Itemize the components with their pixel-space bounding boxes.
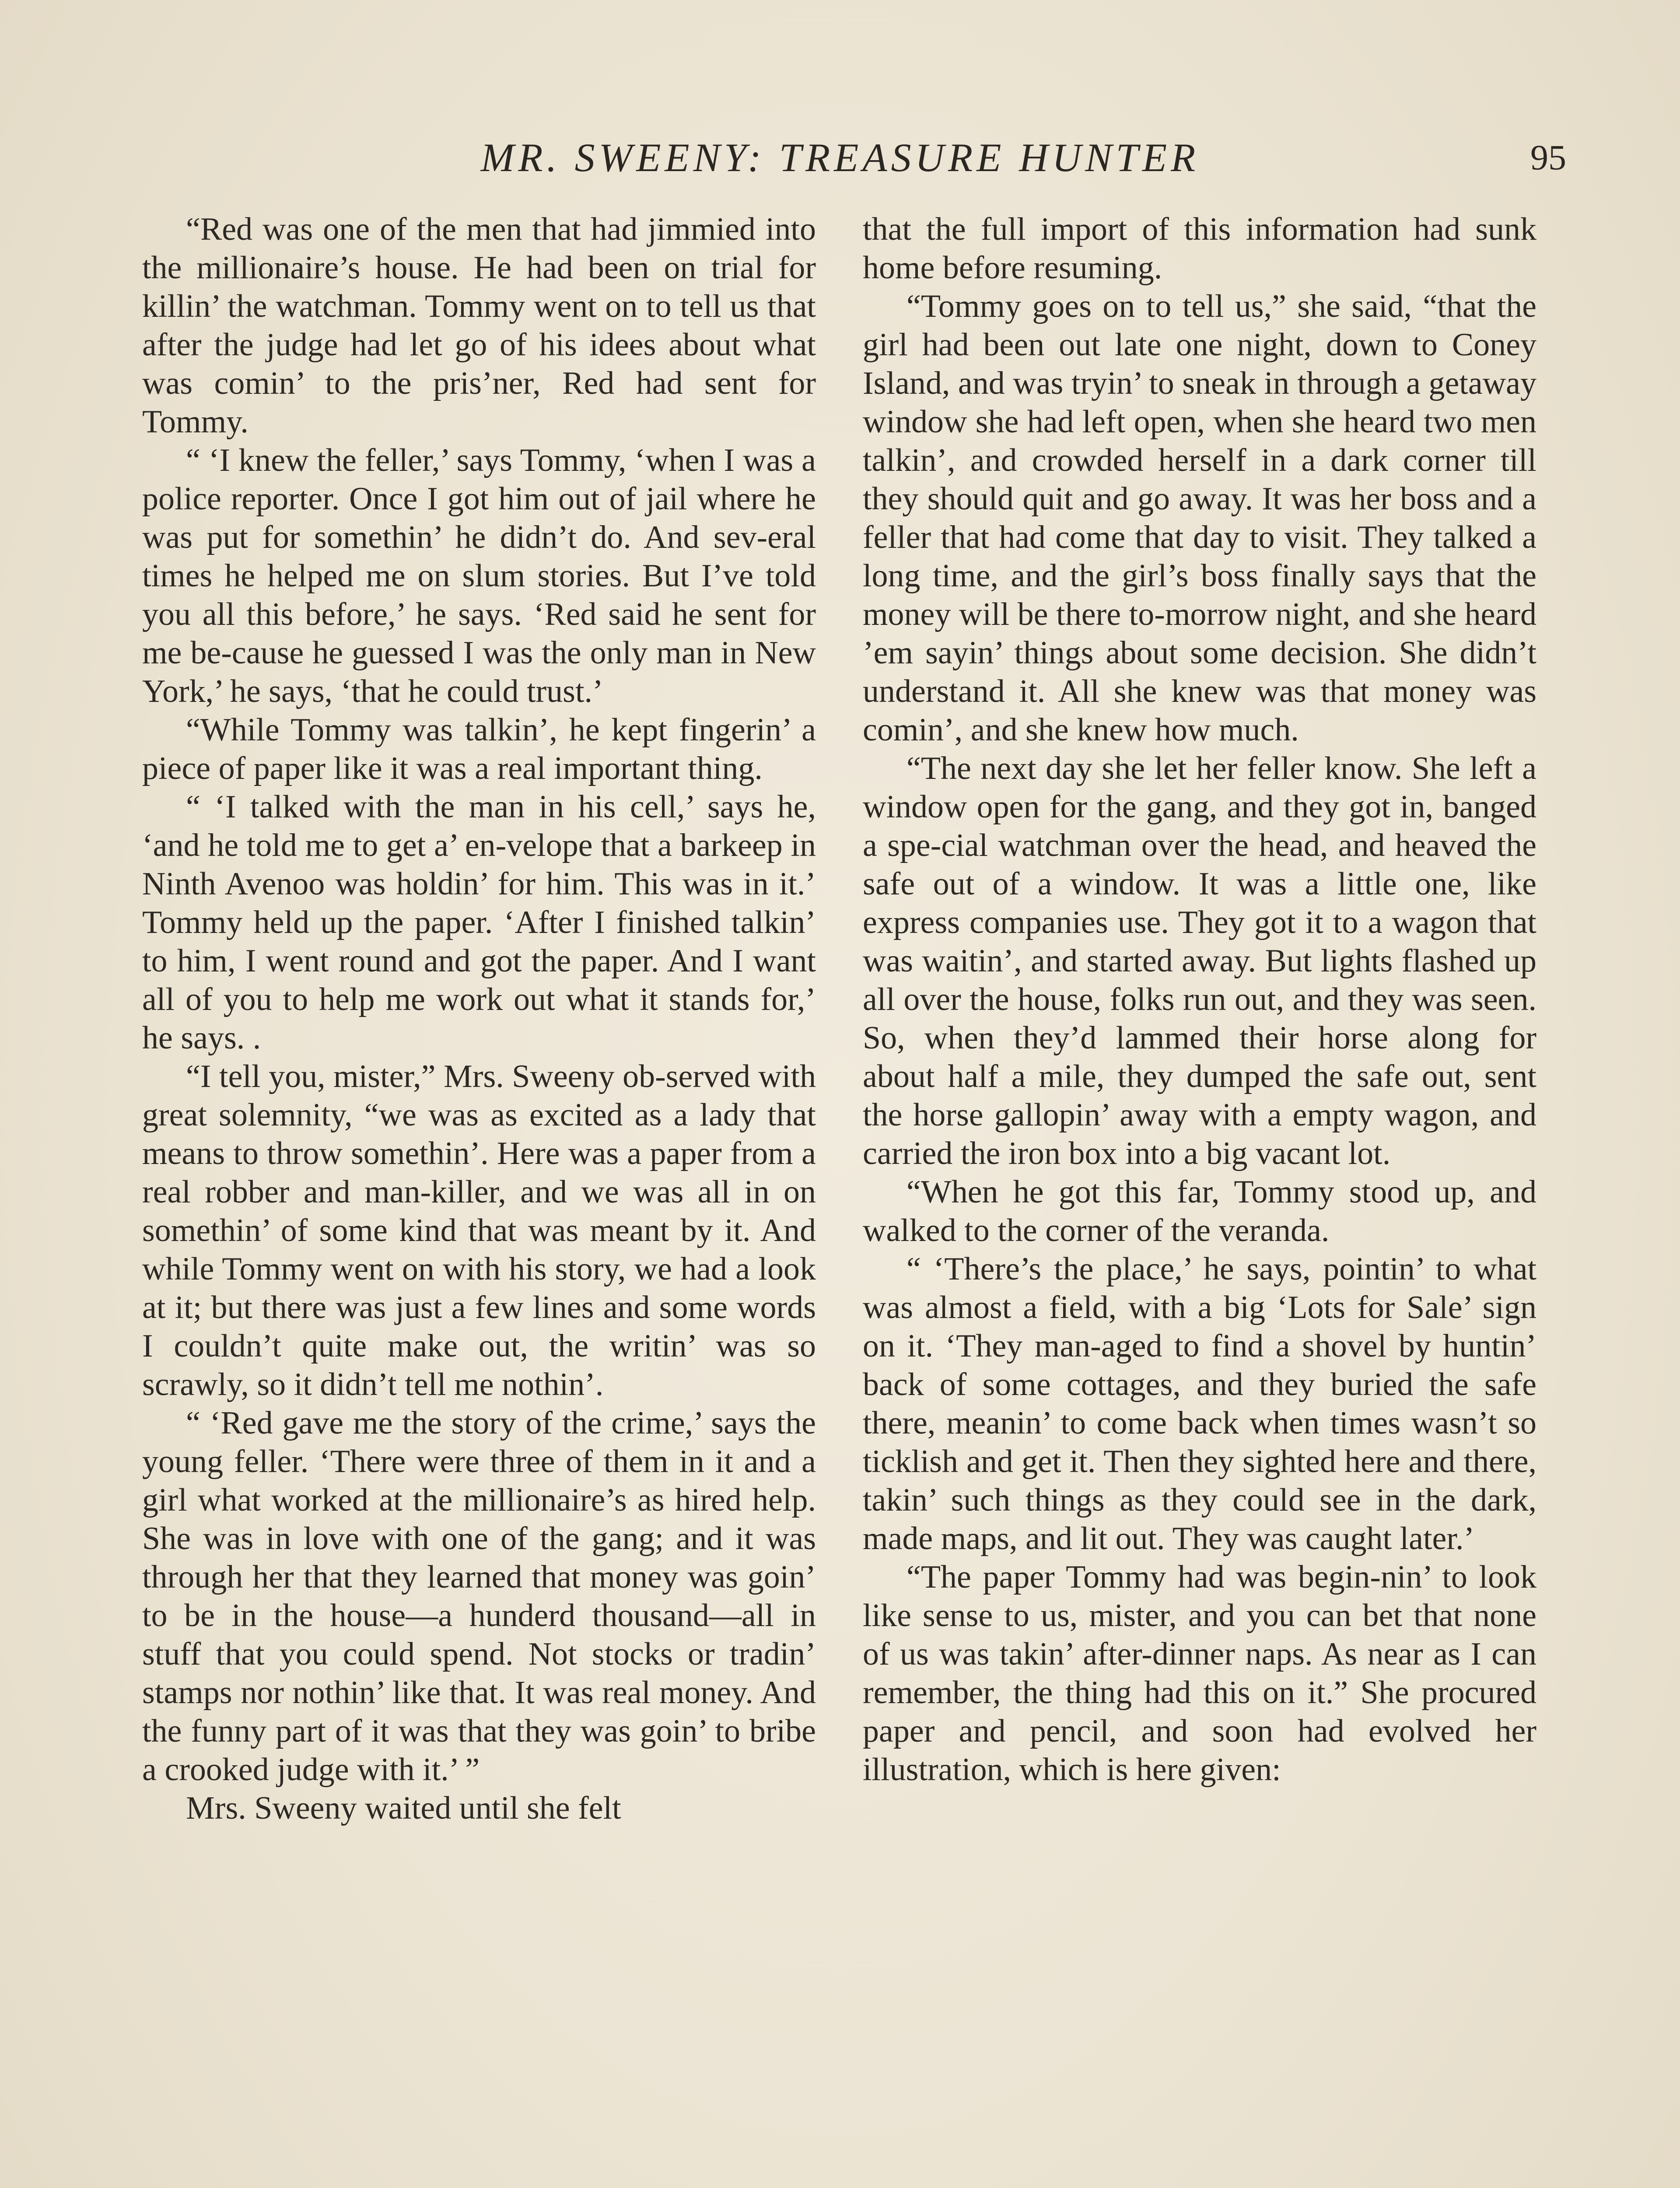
paragraph: “Tommy goes on to tell us,” she said, “that the girl had been out late one night, down to Coney Island, and was tryin’ to sneak in through a getaway window she had left open, when she heard two men talkin’, and crowded herself in a dark corner till they should quit and go away. It was her boss and a feller that had come that day to visit. They talked a long time, and the girl’s boss finally says that the money will be there to-morrow night, and she heard ’em sayin’ things about some decision. She didn’t understand it. All she knew was that money was comin’, and she knew how much. [863, 288, 1536, 748]
paragraph: “While Tommy was talkin’, he kept fingerin’ a piece of paper like it was a real important thing. [142, 712, 816, 786]
paragraph: “The paper Tommy had was begin-nin’ to look like sense to us, mister, and you can bet that none of us was takin’ after-dinner naps. As near as I can remember, the thing had this on it.” She procured paper and pencil, and soon had evolved her illustration, which is here given: [863, 1559, 1536, 1788]
page-number: 95 [1530, 137, 1566, 177]
paragraph: “I tell you, mister,” Mrs. Sweeny ob-served with great solemnity, “we was as excited as a lady that means to throw somethin’. Here was a paper from a real robber and man-killer, and we was all in on somethin’ of some kind that was meant by it. And while Tommy went on with his story, we had a look at it; but there was just a few lines and some words I couldn’t quite make out, the writin’ was so scrawly, so it didn’t tell me nothin’. [142, 1059, 816, 1403]
running-title: MR. SWEENY: TREASURE HUNTER [480, 135, 1200, 180]
paragraph: “When he got this far, Tommy stood up, and walked to the corner of the veranda. [863, 1174, 1536, 1248]
right-column [863, 210, 1536, 2188]
paragraph: “The next day she let her feller know. She left a window open for the gang, and they got in, banged a spe-cial watchman over the head, and heaved the safe out of a window. It was a little one, like express companies use. They got it to a wagon that was waitin’, and started away. But lights flashed up all over the house, folks run out, and they was seen. So, when they’d lammed their horse along for about half a mile, they dumped the safe out, sent the horse gallopin’ away with a empty wagon, and carried the iron box into a big vacant lot. [863, 750, 1536, 1171]
left-column [142, 210, 816, 2188]
paragraph-continued: that the full import of this information had sunk home before resuming. [863, 211, 1536, 286]
paragraph: “ ‘There’s the place,’ he says, pointin’ to what was almost a field, with a big ‘Lots for Sale’ sign on it. ‘They man-aged to find a shovel by huntin’ back of some cottages, and they buried the safe there, meanin’ to come back when times wasn’t so ticklish and get it. Then they sighted here and there, takin’ such things as they could see in the dark, made maps, and lit out. They was caught later.’ [863, 1251, 1536, 1557]
paragraph: “ ‘I talked with the man in his cell,’ says he, ‘and he told me to get a’ en-velope that a barkeep in Ninth Avenoo was holdin’ for him. This was in it.’ Tommy held up the paper. ‘After I finished talkin’ to him, I went round and got the paper. And I want all of you to help me work out what it stands for,’ he says. . [142, 789, 816, 1056]
running-head [0, 131, 1680, 184]
paragraph: “ ‘Red gave me the story of the crime,’ says the young feller. ‘There were three of them in it and a girl what worked at the millionaire’s as hired help. She was in love with one of the gang; and it was through her that they learned that money was goin’ to be in the house—a hunderd thousand—all in stuff that you could spend. Not stocks or tradin’ stamps nor nothin’ like that. It was real money. And the funny part of it was that they was goin’ to bribe a crooked judge with it.’ ” [142, 1405, 816, 1788]
paragraph: “Red was one of the men that had jimmied into the millionaire’s house. He had been on trial for killin’ the watchman. Tommy went on to tell us that after the judge had let go of his idees about what was comin’ to the pris’ner, Red had sent for Tommy. [142, 211, 816, 440]
paragraph: “ ‘I knew the feller,’ says Tommy, ‘when I was a police reporter. Once I got him out of jail where he was put for somethin’ he didn’t do. And sev-eral times he helped me on slum stories. But I’ve told you all this before,’ he says. ‘Red said he sent for me be-cause he guessed I was the only man in New York,’ he says, ‘that he could trust.’ [142, 442, 816, 709]
paragraph: Mrs. Sweeny waited until she felt [186, 1790, 621, 1826]
